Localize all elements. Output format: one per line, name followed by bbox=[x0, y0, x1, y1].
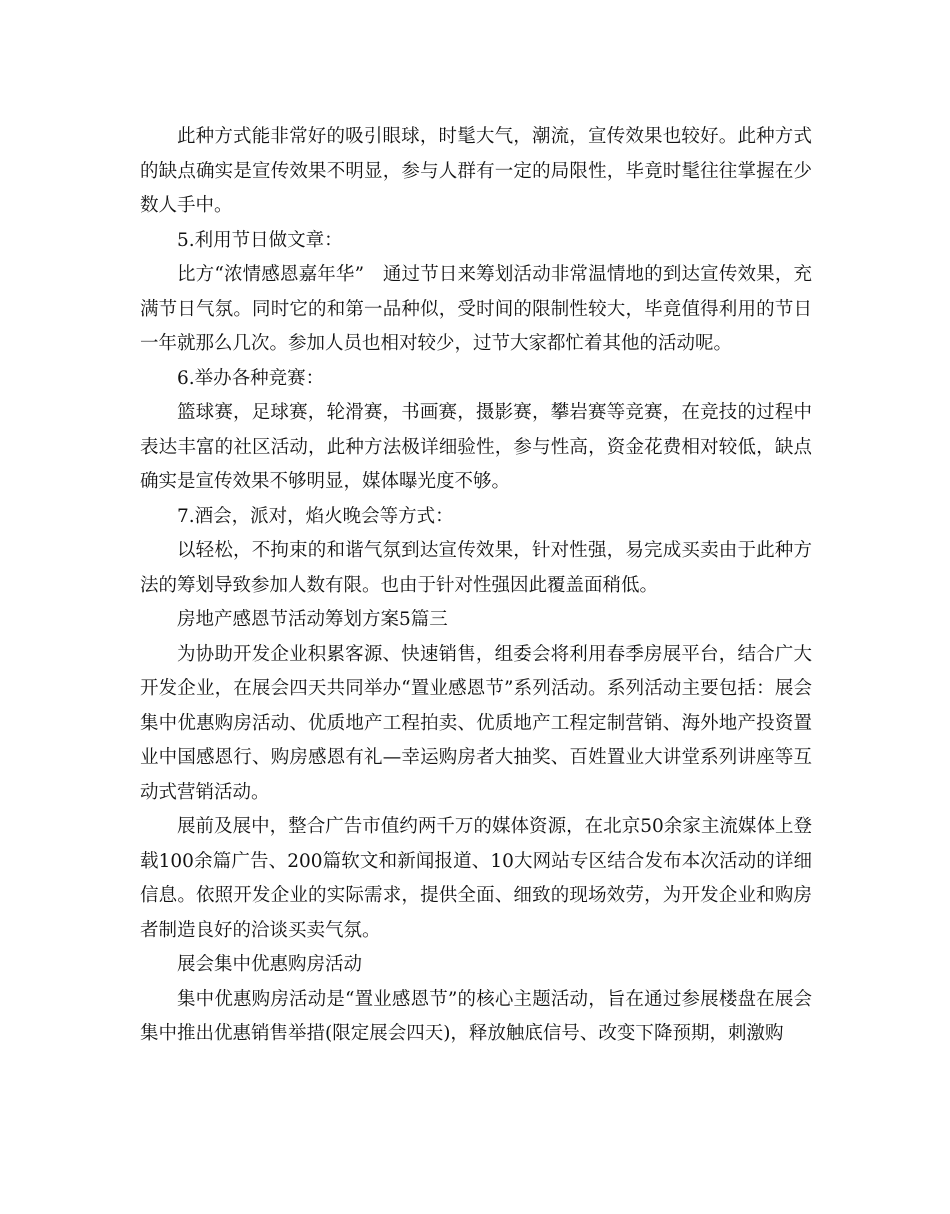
section-heading: 5.利用节日做文章： bbox=[177, 229, 343, 251]
section-heading: 房地产感恩节活动筹划方案5篇三 bbox=[177, 609, 448, 630]
body-paragraph: 集中优惠购房活动是“置业感恩节”的核心主题活动，旨在通过参展楼盘在展会集中推出优惠销售举措(限定展会四天)，释放触底信号、改变下降预期，刺激购 bbox=[140, 988, 812, 1044]
body-paragraph: 以轻松，不拘束的和谐气氛到达宣传效果，针对性强，易完成买卖由于此种方法的筹划导致参加人数有限。也由于针对性强因此覆盖面稍低。 bbox=[140, 540, 812, 596]
body-paragraph: 比方“浓情感恩嘉年华” 通过节日来筹划活动非常温情地的到达宣传效果，充满节日气氛。同时它的和第一品种似，受时间的限制性较大，毕竟值得利用的节日一年就那么几次。参加人员也相对较少，过节大家都忙着其他的活动呢。 bbox=[140, 264, 812, 354]
section-heading: 展会集中优惠购房活动 bbox=[177, 954, 363, 975]
body-paragraph: 此种方式能非常好的吸引眼球，时髦大气，潮流，宣传效果也较好。此种方式的缺点确实是宣传效果不明显，参与人群有一定的局限性，毕竟时髦往往掌握在少数人手中。 bbox=[140, 126, 812, 216]
document-page bbox=[140, 120, 812, 1052]
body-paragraph: 为协助开发企业积累客源、快速销售，组委会将利用春季房展平台，结合广大开发企业，在展会四天共同举办“置业感恩节”系列活动。系列活动主要包括：展会集中优惠购房活动、优质地产工程拍卖、优质地产工程定制营销、海外地产投资置业中国感恩行、购房感恩有礼—幸运购房者大抽奖、百姓置业大讲堂系列讲座等互动式营销活动。 bbox=[140, 643, 812, 803]
body-paragraph: 展前及展中，整合广告市值约两千万的媒体资源，在北京50余家主流媒体上登载100余篇广告、200篇软文和新闻报道、10大网站专区结合发布本次活动的详细信息。依照开发企业的实际需求，提供全面、细致的现场效劳，为开发企业和购房者制造良好的洽谈买卖气氛。 bbox=[140, 816, 812, 941]
body-paragraph: 篮球赛，足球赛，轮滑赛，书画赛，摄影赛，攀岩赛等竞赛，在竞技的过程中表达丰富的社区活动，此种方法极详细验性，参与性高，资金花费相对较低，缺点确实是宣传效果不够明显，媒体曝光度不够。 bbox=[140, 402, 812, 492]
section-heading: 6.举办各种竞赛： bbox=[177, 367, 325, 389]
section-heading: 7.酒会，派对，焰火晚会等方式： bbox=[177, 505, 454, 527]
